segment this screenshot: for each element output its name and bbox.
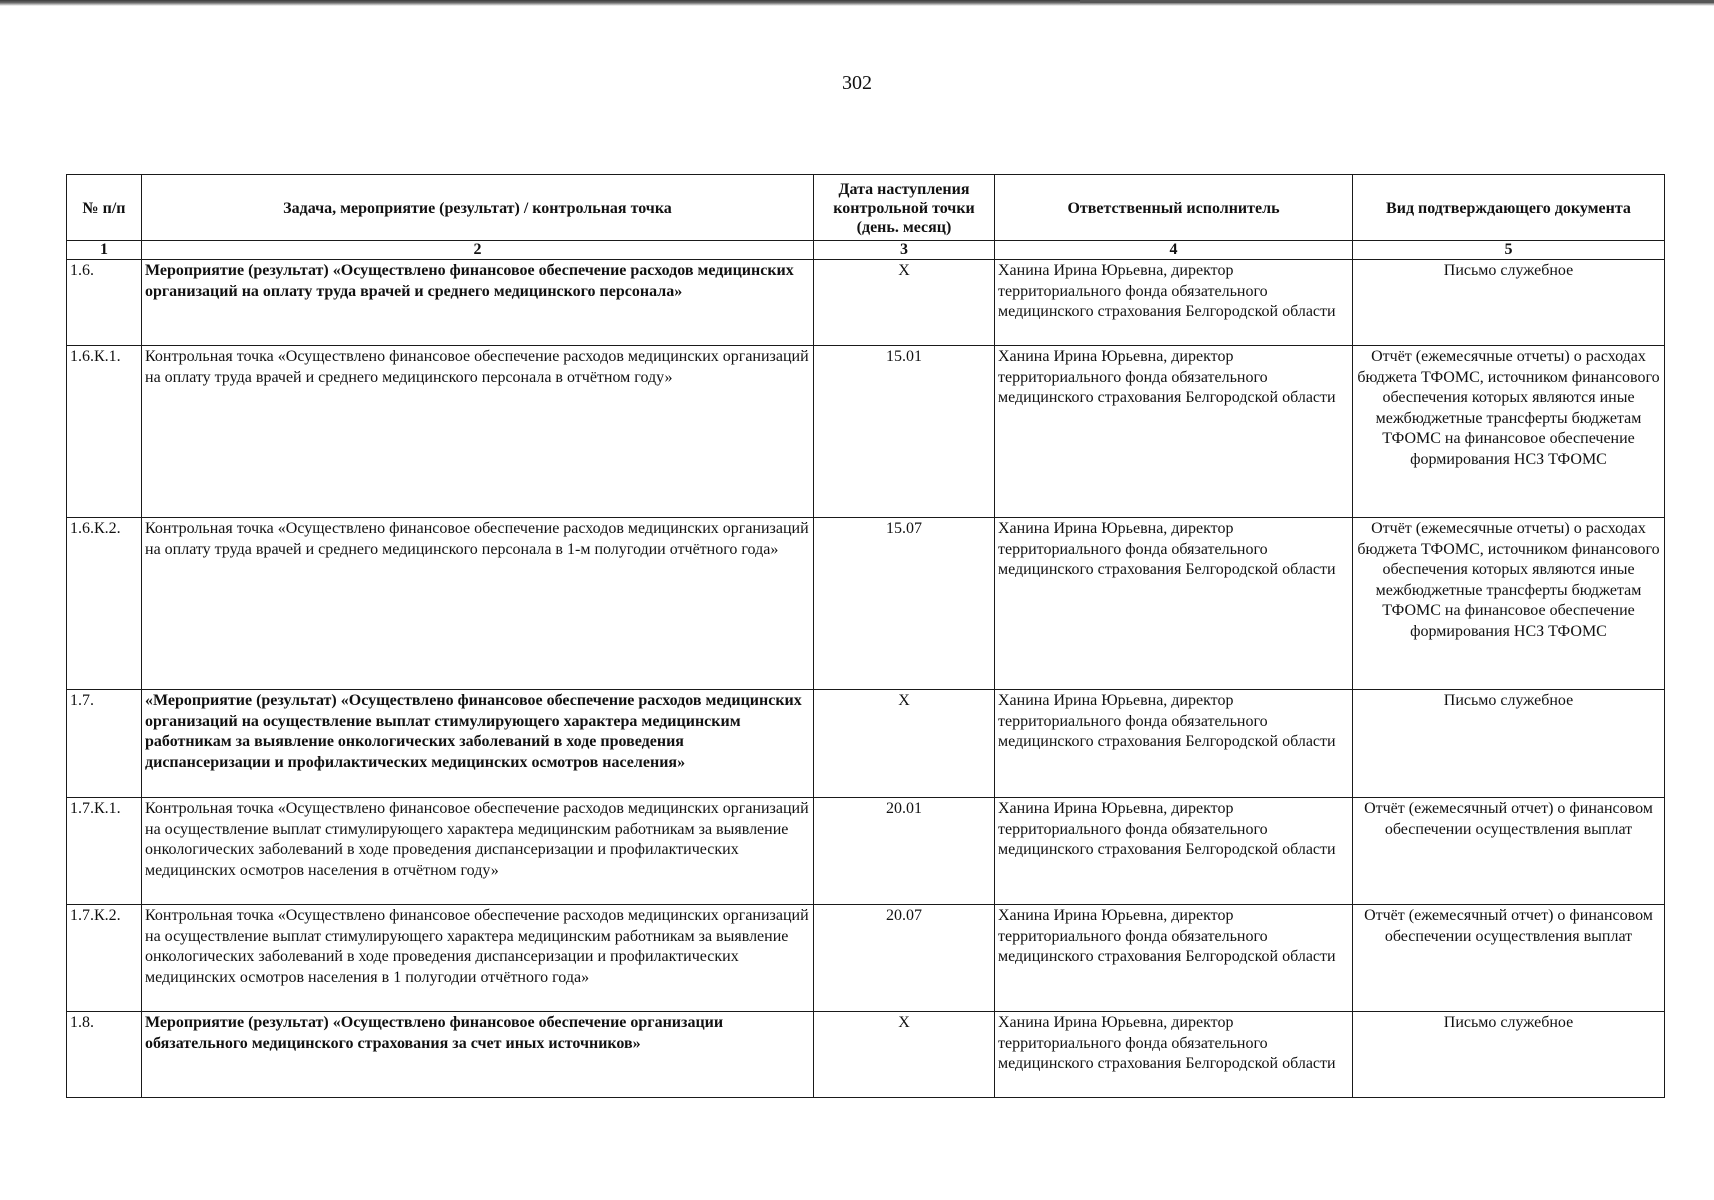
row-task: Контрольная точка «Осуществлено финансовое обеспечение расходов медицинских организаций на оплату труда врачей и среднего медицинского персонала в отчётном году» (142, 346, 814, 518)
row-document: Письмо служебное (1353, 1012, 1665, 1098)
column-number: 2 (142, 241, 814, 260)
row-date: 15.07 (814, 518, 995, 690)
row-date: 20.01 (814, 798, 995, 905)
row-executor: Ханина Ирина Юрьевна, директор территориального фонда обязательного медицинского страхования Белгородской области (995, 690, 1353, 798)
row-task: «Мероприятие (результат) «Осуществлено финансовое обеспечение расходов медицинских организаций на осуществление выплат стимулирующего характера медицинским работникам за выявление онкологических заболеваний в ходе проведения диспансеризации и профилактических медицинских осмотров населения» (142, 690, 814, 798)
row-date: Х (814, 1012, 995, 1098)
row-document: Отчёт (ежемесячный отчет) о финансовом обеспечении осуществления выплат (1353, 905, 1665, 1012)
header-executor: Ответственный исполнитель (995, 175, 1353, 241)
row-number: 1.7.К.2. (67, 905, 142, 1012)
header-num: № п/п (67, 175, 142, 241)
table-row (67, 518, 1665, 690)
row-number: 1.8. (67, 1012, 142, 1098)
header-task: Задача, мероприятие (результат) / контрольная точка (142, 175, 814, 241)
table-header-row (67, 175, 1665, 241)
row-date: Х (814, 260, 995, 346)
table-row (67, 260, 1665, 346)
row-executor: Ханина Ирина Юрьевна, директор территориального фонда обязательного медицинского страхования Белгородской области (995, 518, 1353, 690)
row-number: 1.6.К.1. (67, 346, 142, 518)
row-task: Контрольная точка «Осуществлено финансовое обеспечение расходов медицинских организаций на осуществление выплат стимулирующего характера медицинским работникам за выявление онкологических заболеваний в ходе проведения диспансеризации и профилактических медицинских осмотров населения в отчётном году» (142, 798, 814, 905)
table-row (67, 1012, 1665, 1098)
plan-table (66, 174, 1665, 1098)
row-executor: Ханина Ирина Юрьевна, директор территориального фонда обязательного медицинского страхования Белгородской области (995, 260, 1353, 346)
row-number: 1.6.К.2. (67, 518, 142, 690)
row-number: 1.6. (67, 260, 142, 346)
row-task: Контрольная точка «Осуществлено финансовое обеспечение расходов медицинских организаций на осуществление выплат стимулирующего характера медицинским работникам за выявление онкологических заболеваний в ходе проведения диспансеризации и профилактических медицинских осмотров населения в 1 полугодии отчётного года» (142, 905, 814, 1012)
row-date: 15.01 (814, 346, 995, 518)
table-row (67, 346, 1665, 518)
column-number: 5 (1353, 241, 1665, 260)
row-document: Письмо служебное (1353, 260, 1665, 346)
row-executor: Ханина Ирина Юрьевна, директор территориального фонда обязательного медицинского страхования Белгородской области (995, 905, 1353, 1012)
row-number: 1.7.К.1. (67, 798, 142, 905)
row-task: Мероприятие (результат) «Осуществлено финансовое обеспечение организации обязательного медицинского страхования за счет иных источников» (142, 1012, 814, 1098)
header-doc: Вид подтверждающего документа (1353, 175, 1665, 241)
row-date: 20.07 (814, 905, 995, 1012)
table-row (67, 690, 1665, 798)
row-task: Мероприятие (результат) «Осуществлено финансовое обеспечение расходов медицинских организаций на оплату труда врачей и среднего медицинского персонала» (142, 260, 814, 346)
row-executor: Ханина Ирина Юрьевна, директор территориального фонда обязательного медицинского страхования Белгородской области (995, 1012, 1353, 1098)
column-number: 1 (67, 241, 142, 260)
row-document: Отчёт (ежемесячный отчет) о финансовом обеспечении осуществления выплат (1353, 798, 1665, 905)
table-row (67, 798, 1665, 905)
row-document: Отчёт (ежемесячные отчеты) о расходах бюджета ТФОМС, источником финансового обеспечения которых являются иные межбюджетные трансферты бюджетам ТФОМС на финансовое обеспечение формирования НСЗ ТФОМС (1353, 518, 1665, 690)
row-task: Контрольная точка «Осуществлено финансовое обеспечение расходов медицинских организаций на оплату труда врачей и среднего медицинского персонала в 1-м полугодии отчётного года» (142, 518, 814, 690)
page-number: 302 (842, 72, 872, 94)
row-number: 1.7. (67, 690, 142, 798)
column-number-row (67, 241, 1665, 260)
column-number: 4 (995, 241, 1353, 260)
row-document: Письмо служебное (1353, 690, 1665, 798)
row-executor: Ханина Ирина Юрьевна, директор территориального фонда обязательного медицинского страхования Белгородской области (995, 798, 1353, 905)
column-number: 3 (814, 241, 995, 260)
table-row (67, 905, 1665, 1012)
row-document: Отчёт (ежемесячные отчеты) о расходах бюджета ТФОМС, источником финансового обеспечения которых являются иные межбюджетные трансферты бюджетам ТФОМС на финансовое обеспечение формирования НСЗ ТФОМС (1353, 346, 1665, 518)
scan-top-edge-shadow (1080, 0, 1714, 3)
row-executor: Ханина Ирина Юрьевна, директор территориального фонда обязательного медицинского страхования Белгородской области (995, 346, 1353, 518)
row-date: Х (814, 690, 995, 798)
header-date: Дата наступления контрольной точки (день. месяц) (814, 175, 995, 241)
